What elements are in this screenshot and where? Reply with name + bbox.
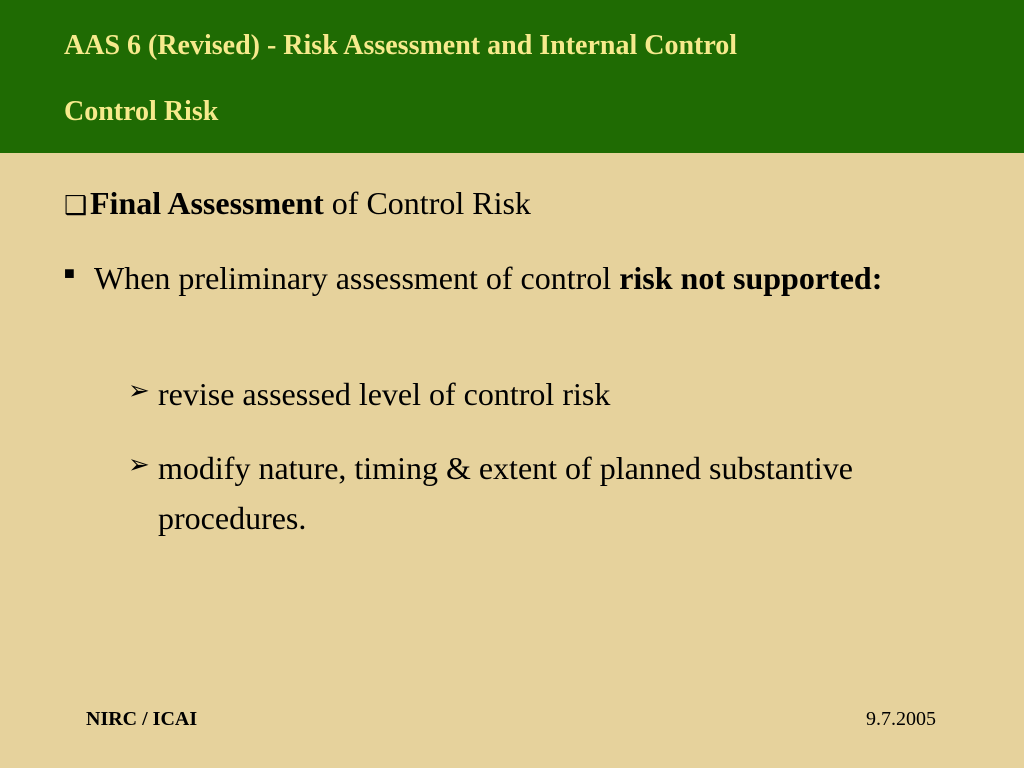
heading-rest: of Control Risk: [323, 185, 531, 221]
main-point: [64, 253, 924, 303]
subpoint-text: modify nature, timing & extent of planned substantive procedures.: [158, 450, 853, 536]
footer-organization: NIRC / ICAI: [86, 708, 198, 730]
slide-content: [0, 153, 1024, 768]
main-point-plain: When preliminary assessment of control: [94, 260, 620, 296]
slide-subtitle: Control Risk: [64, 96, 219, 127]
main-point-text: [94, 253, 924, 303]
footer-date: 9.7.2005: [866, 708, 936, 730]
hollow-square-bullet-icon: ❑: [64, 191, 88, 220]
heading-bold: Final Assessment: [90, 185, 324, 221]
subpoint: [128, 443, 888, 543]
arrow-bullet-icon: ➢: [128, 450, 150, 479]
heading-line: [64, 183, 531, 226]
subpoint-text: revise assessed level of control risk: [158, 376, 611, 412]
arrow-bullet-icon: ➢: [128, 376, 150, 405]
square-bullet-icon: ■: [64, 263, 75, 283]
slide-title: AAS 6 (Revised) - Risk Assessment and Internal Control: [64, 30, 738, 61]
slide-header: [0, 0, 1024, 153]
main-point-bold: risk not supported:: [619, 260, 883, 296]
subpoint: [128, 369, 888, 419]
